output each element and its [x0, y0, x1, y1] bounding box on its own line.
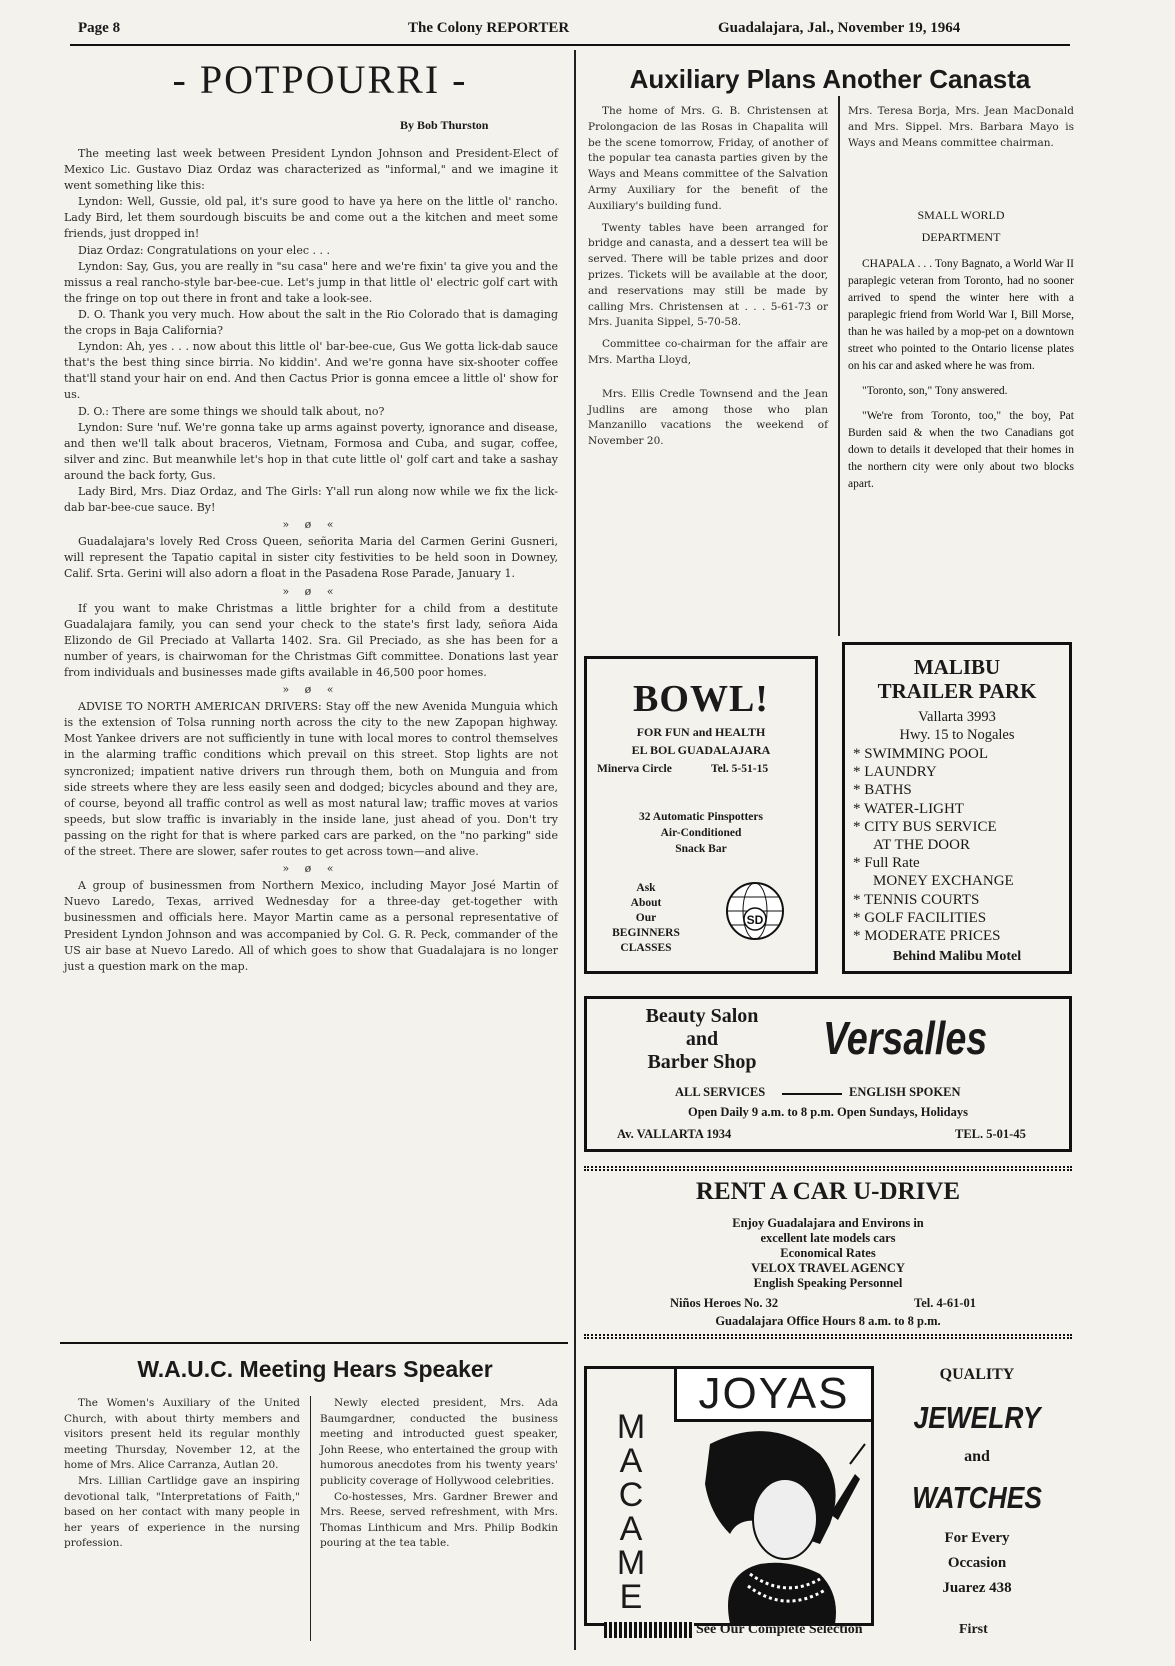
dateline: Guadalajara, Jal., November 19, 1964 [718, 20, 961, 36]
bowl-location: Minerva Circle [597, 763, 672, 775]
malibu-title-2: TRAILER PARK [877, 679, 1037, 703]
potpourri-item: ADVISE TO NORTH AMERICAN DRIVERS: Stay off the new Avenida Munguia which is the extension of Tolsa running north across the city to the new Zapopan highway. Most Yankee drivers are not sufficiently in tune with local mores to control themselves in the alarming traffic conditions which prevail on this street. Stop lights are not syncronized; impatient native drivers run through them, both on Munguia and from side streets where they are less easily seen and dodged; bicycles abound and they are, of course, beyond all traffic control as well as most natural law; traffic moves at varios speeds, but slow traffic is invariably in the inside lane, just ahead of you. Don't try passing on the right for that is where parked cars are parked, on the "no parking" side of the street. There are slower, safer routes to get across town—and alive. [64, 700, 558, 859]
small-world-paragraph: "Toronto, son," Tony answered. [862, 385, 1008, 397]
amenity: * MODERATE PRICES [853, 928, 1001, 945]
potpourri-byline: By Bob Thurston [400, 118, 489, 132]
canasta-divider [838, 96, 840, 636]
amenity: * WATER-LIGHT [853, 800, 964, 817]
potpourri-body [64, 146, 558, 975]
versalles-salon: Beauty Salon and Barber Shop [645, 1005, 759, 1073]
canasta-paragraph: Mrs. Ellis Credle Townsend and the Jean Judlins are among those who plan Manzanillo vacations the weekend of November 20. [588, 387, 828, 448]
joyas-title: JOYAS [674, 1366, 874, 1422]
masthead-rule [70, 44, 1070, 46]
versalles-english: ENGLISH SPOKEN [849, 1085, 961, 1099]
potpourri-end-rule [60, 1342, 568, 1344]
joyas-occasion: Occasion [947, 1555, 1007, 1571]
wauc-col1 [64, 1396, 300, 1552]
joyas-text [884, 1366, 1070, 1597]
bowl-features: 32 Automatic Pinspotters Air-Conditioned Snack Bar [639, 811, 763, 855]
wauc-col2 [320, 1396, 558, 1552]
malibu-ad [842, 642, 1072, 974]
canasta-paragraph: Mrs. Teresa Borja, Mrs. Jean MacDonald and Mrs. Sippel. Mrs. Barbara Mayo is Ways and Means committee chairman. [848, 105, 1074, 149]
globe-letters: SD [746, 913, 764, 927]
potpourri-item: If you want to make Christmas a little brighter for a child from a destitute Guadalajara family, you can send your check to the state's first lady, señora Aida Elizondo de Gil Preciado at Vallarta 1402. Sra. Gil Preciado, as she has been for a number of years, is chairwoman for the Christmas Gift committee. Donations last year from individuals and businesses made gifts available in 46,500 poor homes. [64, 601, 558, 679]
divider-line [782, 1093, 842, 1095]
separator: » ø « [282, 683, 340, 697]
rentacar-hours: Guadalajara Office Hours 8 a.m. to 8 p.m. [715, 1314, 941, 1328]
rentacar-title: RENT A CAR U-DRIVE [695, 1178, 961, 1205]
rentacar-address: Niños Heroes No. 32 [670, 1296, 779, 1310]
amenity: * CITY BUS SERVICE [853, 818, 997, 835]
canasta-paragraph: The home of Mrs. G. B. Christensen at Prolongacion de las Rosas in Chapalita will be the scene tomorrow, Friday, of another of the popular tea canasta parties given by the Ways and Means committee of the Salvation Army Auxiliary for the benefit of the Auxiliary's building fund. [588, 105, 828, 212]
potpourri-item: A group of businessmen from Northern Mexico, including Mayor José Martin of Nuevo Laredo, Texas, arrived Wednesday for a three-day get-together with businessmen and officials here. Mayor Martin came as a personal representative of President Lyndon Johnson and was accompanied by Col. G. R. Peck, commander of the US air base at Nuevo Laredo. All of which goes to show that Guadalajara is no longer just a question mark on the map. [64, 879, 558, 973]
malibu-amenities [853, 745, 1014, 945]
rentacar-top-border [584, 1166, 1072, 1171]
potpourri-paragraph: D. O. Thank you very much. How about the salt in the Rio Colorado that is damaging the crops in Baja California? [64, 307, 558, 338]
potpourri-paragraph: Lyndon: Sure 'nuf. We're gonna take up arms against poverty, ignorance and disease, and then we'll talk about braceros, Vietnam, Formosa and Cuba, and sugar, coffee, silver and zinc. But meanwhile let's hop in that cute little ol' golf cart and take a sashay around the back forty, Gus. [64, 420, 558, 482]
amenity: MONEY EXCHANGE [873, 873, 1014, 890]
amenity: * Full Rate [853, 855, 920, 872]
rentacar-bottom-border [584, 1334, 1072, 1339]
joyas-for-every: For Every [944, 1530, 1010, 1546]
potpourri-paragraph: Lady Bird, Mrs. Diaz Ordaz, and The Girls: Y'all run along now while we fix the lick-dab bar-bee-cue sauce. By! [64, 484, 558, 515]
canasta-col1 [588, 104, 828, 450]
joyas-address: Juarez 438 [942, 1580, 1012, 1596]
versalles-ad [584, 996, 1072, 1152]
potpourri-paragraph: Diaz Ordaz: Congratulations on your elec . . . [78, 243, 330, 257]
canasta-paragraph: Twenty tables have been arranged for bridge and canasta, and a dessert tea will be served. There will be table prizes and door prizes. Tickets will be available at the door, and reservations may still be made by calling Mrs. Christensen at . . . 5-61-73 or Mrs. Juanita Sippel, 5-70-58. [588, 221, 828, 329]
malibu-address: Vallarta 3993 [918, 709, 996, 725]
small-world-paragraph: "We're from Toronto, too," the boy, Pat Burden said & when the two Canadians got down to details it developed that their homes in the northern city were only about two blocks apart. [848, 410, 1074, 490]
separator: » ø « [282, 518, 340, 532]
separator: » ø « [282, 584, 340, 598]
potpourri-paragraph: The meeting last week between President Lyndon Johnson and President-Elect of Mexico Lic. Gustavo Diaz Ordaz was characterized as "informal," and we imagine it went something like this: [64, 147, 558, 193]
wauc-divider [310, 1396, 311, 1641]
potpourri-paragraph: Lyndon: Say, Gus, you are really in "su casa" here and we're fixin' ta give you and the missus a real rancho-style bar-bee-cue. Let's jump in that little ol' electric golf cart with the fringe on top out there in front and take a look-see. [64, 259, 558, 305]
canasta-col2 [848, 104, 1074, 151]
woman-portrait-icon [670, 1424, 870, 1624]
page-number: Page 8 [78, 20, 121, 36]
wauc-paragraph: Newly elected president, Mrs. Ada Baumgardner, conducted the business meeting and introducted guest speaker, John Reese, who entertained the group with humorous anecdotes from his twenty years' publicity coverage of Hollywood celebrities. [320, 1397, 558, 1487]
joyas-jewelry: JEWELRY [913, 1400, 1041, 1435]
bowl-title: BOWL! [633, 678, 769, 720]
wauc-paragraph: Mrs. Lillian Cartlidge gave an inspiring devotional talk, "Interpretations of Faith," based on her contact with many people in her years of experience in the nursing profession. [64, 1474, 300, 1550]
joyas-first: First [959, 1622, 988, 1637]
malibu-highway: Hwy. 15 to Nogales [899, 727, 1015, 743]
joyas-and: and [964, 1448, 990, 1465]
malibu-footer: Behind Malibu Motel [892, 949, 1022, 964]
small-world-body [848, 256, 1074, 493]
rentacar-lines: Enjoy Guadalajara and Environs in excellent late models cars Economical Rates VELOX TRAVEL AGENCY English Speaking Personnel [732, 1216, 924, 1290]
decorative-pattern [604, 1622, 694, 1638]
amenity: * LAUNDRY [853, 764, 937, 781]
bowl-line2: EL BOL GUADALAJARA [631, 743, 771, 757]
small-world-paragraph: CHAPALA . . . Tony Bagnato, a World War II paraplegic veteran from Toronto, had no sooner arrived to spend the winter here with a paraplegic friend from World War I, Bill Morse, than he was hailed by a mop-pet on a downtown street who pointed to the Ontario license plates on his car and asked where he was from. [848, 258, 1074, 372]
joyas-footer: See Our Complete Selection [696, 1622, 863, 1637]
wauc-title: W.A.U.C. Meeting Hears Speaker [137, 1356, 493, 1382]
potpourri-paragraph: Lyndon: Ah, yes . . . now about this little ol' bar-bee-cue, Gus We gotta lick-dab sauce that's the best thing since birria. No kiddin'. And we're gonna have six-shooter coffee that'll stand your hair on end. And then Cactus Prior is gonna emcee a little ol' show for us. [64, 340, 558, 402]
amenity: * SWIMMING POOL [853, 746, 988, 762]
paper-name: The Colony REPORTER [408, 20, 570, 36]
bowl-classes: Ask About Our BEGINNERS CLASSES [612, 882, 680, 954]
joyas-quality: QUALITY [939, 1366, 1015, 1383]
potpourri-item: Guadalajara's lovely Red Cross Queen, señorita Maria del Carmen Gerini Gusneri, will represent the Tapatio capital in sister city festivities to be held soon in Downey, Calif. Srta. Gerini will also adorn a float in the Pasadena Rose Parade, January 1. [64, 535, 558, 581]
joyas-watches: WATCHES [912, 1480, 1042, 1515]
macame-letters: M A C A M E [616, 1408, 646, 1616]
small-world-heading: SMALL WORLD DEPARTMENT [917, 208, 1005, 244]
masthead [78, 20, 1063, 42]
separator: » ø « [282, 862, 340, 876]
bowl-phone: Tel. 5-51-15 [711, 763, 769, 775]
versalles-hours: Open Daily 9 a.m. to 8 p.m. Open Sundays, Holidays [688, 1105, 968, 1119]
bowl-ad [584, 656, 818, 974]
wauc-paragraph: Co-hostesses, Mrs. Gardner Brewer and Mrs. Reese, served refreshment, with Mrs. Thomas Linthicum and Mrs. Philip Bodkin pouring at the tea table. [320, 1490, 558, 1550]
wauc-paragraph: The Women's Auxiliary of the United Church, with about thirty members and visitors present held its regular monthly meeting Thursday, November 12, at the home of Mrs. Alice Carranza, Autlan 20. [64, 1397, 300, 1472]
rentacar-phone: Tel. 4-61-01 [914, 1296, 977, 1310]
versalles-brand: Versalles [823, 1012, 988, 1064]
versalles-phone: TEL. 5-01-45 [955, 1127, 1026, 1141]
canasta-title: Auxiliary Plans Another Canasta [629, 64, 1031, 94]
joyas-ad [584, 1352, 1072, 1652]
malibu-title-1: MALIBU [913, 655, 1001, 679]
amenity: * TENNIS COURTS [853, 891, 980, 908]
potpourri-title: - POTPOURRI - [172, 57, 468, 102]
potpourri-paragraph: D. O.: There are some things we should talk about, no? [78, 404, 385, 418]
globe-icon [723, 879, 787, 943]
rentacar-ad [584, 1176, 1072, 1336]
canasta-paragraph: Committee co-chairman for the affair are Mrs. Martha Lloyd, [588, 338, 828, 366]
bowl-line1: FOR FUN and HEALTH [636, 725, 766, 739]
versalles-address: Av. VALLARTA 1934 [617, 1127, 732, 1141]
amenity: * GOLF FACILITIES [853, 909, 987, 926]
potpourri-paragraph: Lyndon: Well, Gussie, old pal, it's sure good to have ya here on the little ol' rancho. Lady Bird, let them sourdough biscuits be and come out a the kitchen and meet some friends, just dropped in! [64, 195, 558, 241]
center-divider [574, 50, 576, 1650]
versalles-services: ALL SERVICES [675, 1085, 766, 1099]
amenity: * BATHS [853, 782, 912, 799]
amenity: AT THE DOOR [873, 837, 970, 854]
